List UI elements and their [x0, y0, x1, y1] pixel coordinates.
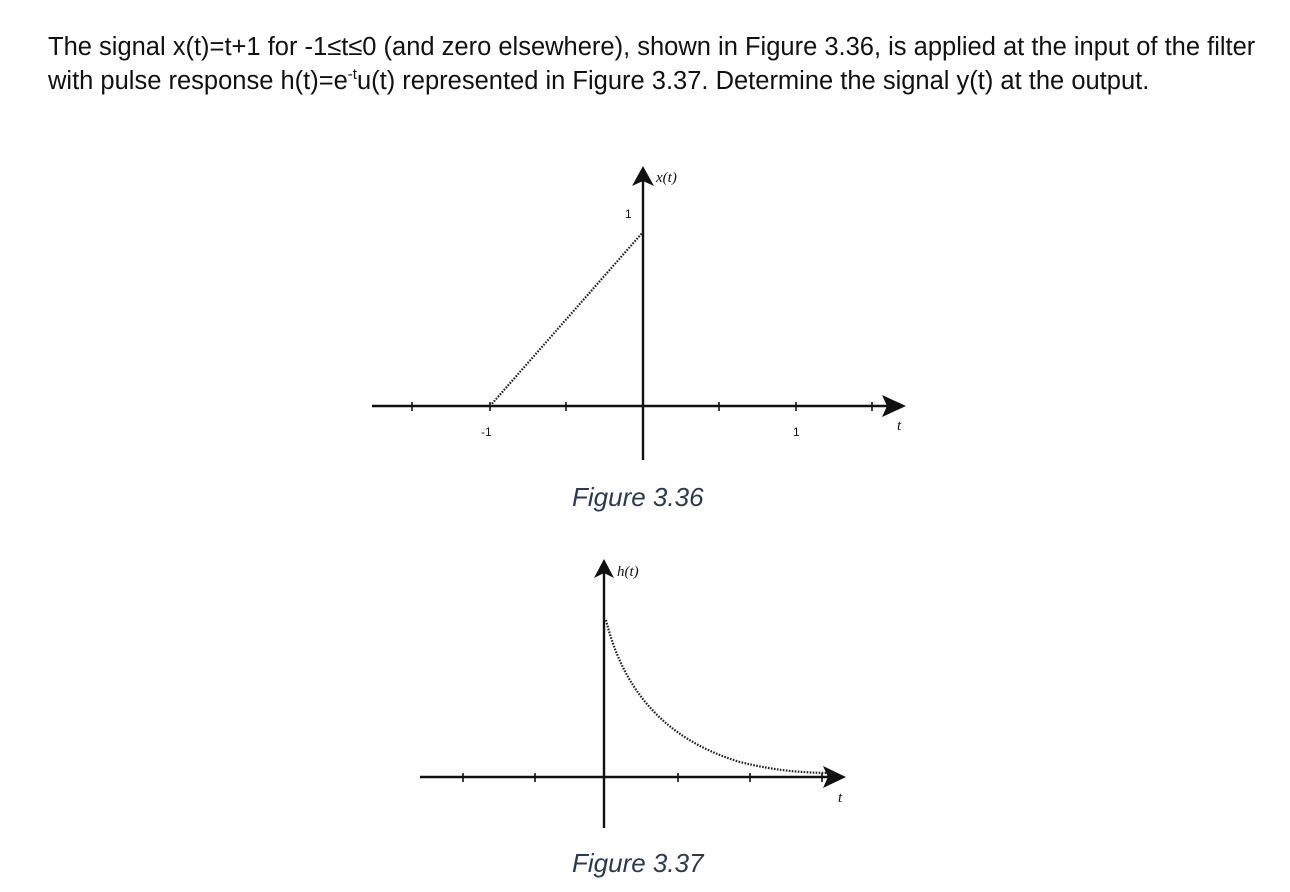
fig2-exponential-decay	[606, 620, 836, 773]
fig1-peak-label: 1	[625, 207, 632, 221]
fig1-x-label: t	[897, 418, 902, 434]
problem-text-part2: u(t) represented in Figure 3.37. Determine the signal y(t) at the output.	[356, 67, 1150, 95]
fig1-tick-label-pos1: 1	[793, 425, 800, 439]
fig1-tick-label-neg1: -1	[481, 425, 492, 439]
fig1-y-label: x(t)	[656, 170, 677, 186]
fig2-y-label: h(t)	[617, 564, 639, 580]
fig2-x-label: t	[838, 790, 843, 806]
problem-text-part1: The signal x(t)=t+1 for -1≤t≤0 (and zero elsewhere), shown in Figure 3.36, is applied at the input of the filter with pulse response h(t)=e	[48, 33, 1256, 95]
figure-3-37-caption: Figure 3.37	[572, 848, 704, 878]
figure-3-36-caption: Figure 3.36	[572, 482, 704, 512]
exponent-superscript: -t	[347, 66, 357, 83]
